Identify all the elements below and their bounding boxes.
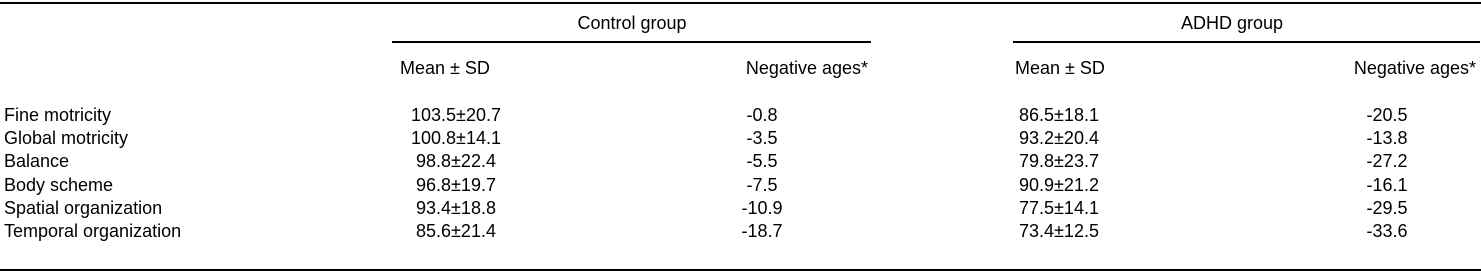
table-row (0, 174, 1481, 196)
row-label: Spatial organization (4, 197, 163, 218)
control-mean-cell: 103.5±20.7 (411, 105, 501, 125)
table-bottom-rule (0, 269, 1481, 271)
adhd-negative-ages-header: Negative ages* (1353, 58, 1476, 78)
control-negative-ages-cell: -10.9 (741, 197, 783, 218)
adhd-negative-ages-cell: -33.6 (1366, 221, 1408, 241)
table-row (0, 197, 1481, 219)
control-mean-cell: 98.8±22.4 (416, 151, 496, 172)
table-row (0, 150, 1481, 172)
control-negative-ages-cell: -0.8 (746, 105, 778, 125)
adhd-negative-ages-cell: -13.8 (1366, 128, 1408, 149)
control-negative-ages-cell: -7.5 (746, 174, 778, 195)
adhd-mean-cell: 93.2±20.4 (1019, 128, 1099, 149)
adhd-mean-cell: 77.5±14.1 (1019, 197, 1099, 218)
control-mean-header: Mean ± SD (400, 58, 490, 78)
adhd-negative-ages-cell: -20.5 (1366, 105, 1408, 125)
control-mean-cell: 93.4±18.8 (416, 197, 496, 218)
row-label: Body scheme (4, 174, 114, 195)
row-label: Temporal organization (4, 221, 182, 241)
control-negative-ages-cell: -18.7 (741, 221, 783, 241)
adhd-negative-ages-cell: -27.2 (1366, 151, 1408, 172)
control-mean-cell: 85.6±21.4 (416, 221, 496, 241)
table-row (0, 220, 1481, 242)
adhd-negative-ages-cell: -29.5 (1366, 197, 1408, 218)
row-label: Global motricity (4, 128, 129, 149)
adhd-negative-ages-cell: -16.1 (1366, 174, 1408, 195)
group-header-control: Control group (577, 13, 687, 33)
control-group-rule (392, 41, 871, 43)
adhd-mean-header: Mean ± SD (1015, 58, 1105, 78)
table-row (0, 104, 1481, 126)
control-negative-ages-cell: -5.5 (746, 151, 778, 172)
table-row (0, 127, 1481, 149)
control-mean-cell: 96.8±19.7 (416, 174, 496, 195)
adhd-mean-cell: 73.4±12.5 (1019, 221, 1099, 241)
adhd-mean-cell: 90.9±21.2 (1019, 174, 1099, 195)
control-negative-ages-cell: -3.5 (746, 128, 778, 149)
adhd-group-rule (1013, 41, 1480, 43)
adhd-mean-cell: 86.5±18.1 (1019, 105, 1099, 125)
table-top-rule (0, 2, 1481, 4)
control-mean-cell: 100.8±14.1 (411, 128, 501, 149)
group-header-adhd: ADHD group (1180, 13, 1284, 33)
control-negative-ages-header: Negative ages* (745, 58, 868, 78)
row-label: Fine motricity (4, 105, 112, 125)
row-label: Balance (4, 151, 70, 172)
adhd-mean-cell: 79.8±23.7 (1019, 151, 1099, 172)
